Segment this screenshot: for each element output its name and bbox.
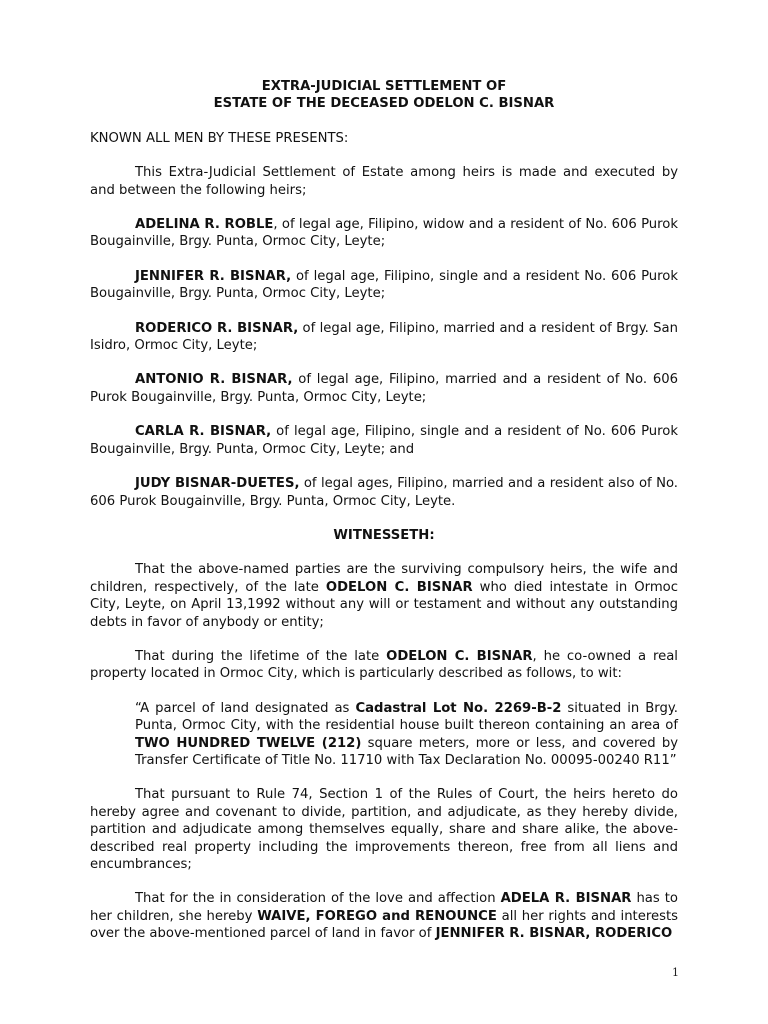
heir-details: of legal age, Filipino, single and a resident of No. 606 Purok Bougainville, Brgy. Punta, Ormoc City, Leyte; and	[90, 424, 678, 457]
document-title-line-2: ESTATE OF THE DECEASED ODELON C. BISNAR	[213, 96, 555, 112]
heir-details: of legal age, Filipino, married and a resident of Brgy. San Isidro, Ormoc City, Leyte;	[90, 320, 678, 354]
heir-details: of legal age, Filipino, single and a resident No. 606 Purok Bougainville, Brgy. Punta, Ormoc City, Leyte;	[90, 268, 678, 302]
heir-details: of legal age, Filipino, married and a resident of No. 606 Purok Bougainville, Brgy. Punta, Ormoc City, Leyte;	[90, 372, 679, 405]
intro-paragraph: This Extra-Judicial Settlement of Estate among heirs is made and executed by and between the following heirs;	[90, 165, 678, 198]
heir-paragraph	[90, 475, 678, 510]
document-page	[90, 78, 678, 960]
heir-name: CARLA R. BISNAR,	[135, 424, 272, 440]
heir-paragraph	[90, 216, 678, 251]
heir-details: of legal ages, Filipino, married and a resident also of No. 606 Purok Bougainville, Brgy. Punta, Ormoc City, Leyte.	[90, 476, 678, 509]
paragraph-heirs-of-deceased: That the above-named parties are the surviving compulsory heirs, the wife and children, respectively, of the late ODELON C. BISNAR who died intestate in Ormoc City, Leyte, on April 13,1992 without any will or testament and without any outstanding debts in favor of anybody or entity;	[90, 562, 678, 630]
property-description-quote: “A parcel of land designated as Cadastral Lot No. 2269-B-2 situated in Brgy. Punta, Ormoc City, with the residential house built thereon containing an area of TWO HUNDRED TWELVE (212) square meters, more or less, and covered by Transfer Certificate of Title No. 11710 with Tax Declaration No. 00095-00240 R11”	[135, 700, 679, 768]
heir-name: ANTONIO R. BISNAR,	[135, 372, 293, 388]
heir-name: RODERICO R. BISNAR,	[135, 320, 299, 336]
paragraph-waiver: That for the in consideration of the love and affection ADELA R. BISNAR has to her children, she hereby WAIVE, FOREGO and RENOUNCE all her rights and interests over the above-mentioned parcel of land in favor of JENNIFER R. BISNAR, RODERICO	[90, 891, 678, 942]
document-title-line-1: EXTRA-JUDICIAL SETTLEMENT OF	[261, 79, 507, 94]
paragraph-rule-74: That pursuant to Rule 74, Section 1 of the Rules of Court, the heirs hereto do hereby agree and covenant to divide, partition, and adjudicate, as they hereby divide, partition and adjudicate among themselves equally, share and share alike, the above-described real property including the improvements thereon, free from all liens and encumbrances;	[90, 787, 678, 872]
salutation: KNOWN ALL MEN BY THESE PRESENTS:	[90, 130, 349, 146]
heir-paragraph	[90, 371, 678, 406]
heir-name: JUDY BISNAR-DUETES,	[135, 476, 300, 492]
heir-details: , of legal age, Filipino, widow and a resident of No. 606 Purok Bougainville, Brgy. Punta, Ormoc City, Leyte;	[90, 217, 678, 250]
witnesseth-heading: WITNESSETH:	[333, 527, 435, 543]
heir-paragraph	[90, 268, 678, 303]
heir-paragraph	[90, 320, 678, 355]
heir-paragraph	[90, 423, 678, 458]
heir-name: JENNIFER R. BISNAR,	[135, 268, 292, 284]
page-number: 1	[672, 966, 679, 979]
heir-name: ADELINA R. ROBLE	[135, 217, 274, 233]
paragraph-co-owned-property: That during the lifetime of the late ODELON C. BISNAR, he co-owned a real property located in Ormoc City, which is particularly described as follows, to wit:	[90, 648, 678, 682]
